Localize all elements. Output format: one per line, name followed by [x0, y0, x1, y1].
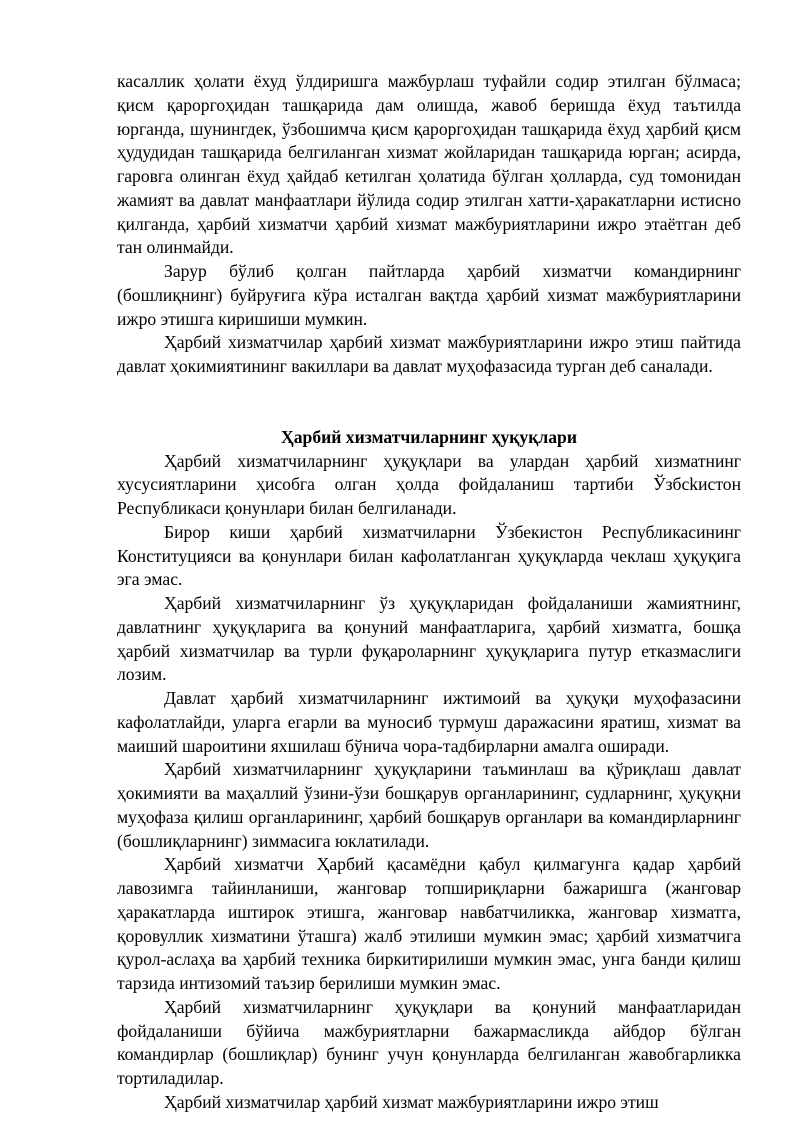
paragraph-truncated: Ҳарбий хизматчилар ҳарбий хизмат мажбуриятларини ижро этиш [164, 1091, 659, 1112]
paragraph-continued: касаллик ҳолати ёхуд ўлдиришга мажбурлаш туфайли содир этилган бўлмаса; қисм қароргоҳидан ташқарида дам олишда, жавоб беришда ёхуд таътилда юрганда, шунингдек, ўзбошимча қисм қароргоҳидан ташқарида ёхуд ҳарбий қисм ҳудудидан ташқарида белгиланган хизмат жойларидан ташқарида юрган; асирда, гаровга олинган ёхуд ҳайдаб кетилган ҳолатида бўлган ҳолларда, суд томонидан жамият ва давлат манфаатлари йўлида содир этилган хатти-ҳаракатларни истисно қилганда, ҳарбий хизматчи ҳарбий хизмат мажбуриятларини ижро этаётган деб тан олинмайди. [117, 71, 741, 258]
paragraph: Давлат ҳарбий хизматчиларнинг ижтимоий ва ҳуқуқи муҳофазасини кафолатлайди, уларга егарли ва муносиб турмуш даражасини яратиш, хизмат ва маиший шароитини яхшилаш бўнича чора-тадбирларни амалга оширади. [117, 688, 741, 756]
paragraph: Ҳарбий хизматчилар ҳарбий хизмат мажбуриятларини ижро этиш пайтида давлат ҳокимиятининг вакиллари ва давлат муҳофазасида турган деб саналади. [117, 332, 741, 376]
paragraph: Ҳарбий хизматчиларнинг ҳуқуқларини таъминлаш ва қўриқлаш давлат ҳокимияти ва маҳаллий ўзини-ўзи бошқарув органларининг, судларнинг, ҳуқуқни муҳофаза қилиш органларининг, ҳарбий бошқарув органлари ва командирларнинг (бошлиқларнинг) зиммасига юклатилади. [117, 759, 741, 851]
paragraph: Зарур бўлиб қолган пайтларда ҳарбий хизматчи командирнинг (бошлиқнинг) буйруғига кўра исталган вақтда ҳарбий хизмат мажбуриятларини ижро этишга киришиши мумкин. [117, 261, 741, 329]
paragraph: Бирор киши ҳарбий хизматчиларни Ўзбекистон Республикасининг Конституцияси ва қонунлари билан кафолатланган ҳуқуқларда чеклаш ҳуқуқига эга эмас. [117, 521, 741, 590]
section-heading: Ҳарбий хизматчиларнинг ҳуқуқлари [281, 426, 577, 447]
document-page [117, 70, 741, 1115]
paragraph: Ҳарбий хизматчиларнинг ҳуқуқлари ва улардан ҳарбий хизматнинг хусусиятларини ҳисобга олган ҳолда фойдаланиш тартиби Ўзбсkистон Республикаси қонунлари билан белгиланади. [117, 450, 741, 518]
paragraph: Ҳарбий хизматчиларнинг ўз ҳуқуқларидан фойдаланиши жамиятнинг, давлатнинг ҳуқуқларига ва қонуний манфаатларига, ҳарбий хизматга, бошқа ҳарбий хизматчилар ва турли фуқароларнинг ҳуқуқларига путур етказмаслиги лозим. [117, 593, 741, 685]
section-spacer [117, 379, 741, 426]
paragraph: Ҳарбий хизматчиларнинг ҳуқуқлари ва қонуний манфаатларидан фойдаланиши бўйича мажбуриятларни бажармасликда айбдор бўлган командирлар (бошлиқлар) бунинг учун қонунларда белгиланган жавобгарликка тортиладилар. [117, 996, 741, 1088]
paragraph: Ҳарбий хизматчи Ҳарбий қасамёдни қабул қилмагунга қадар ҳарбий лавозимга тайинланиши, жанговар топшириқларни бажаришга (жанговар ҳаракатларда иштирок этишга, жанговар навбатчиликка, жанговар хизматга, қоровуллик хизматини ўташга) жалб этилиши мумкин эмас; ҳарбий хизматчига қурол-аслаҳа ва ҳарбий техника биркитирилиши мумкин эмас, унга банди қилиш тарзида интизомий таъзир берилиши мумкин эмас. [117, 854, 741, 993]
